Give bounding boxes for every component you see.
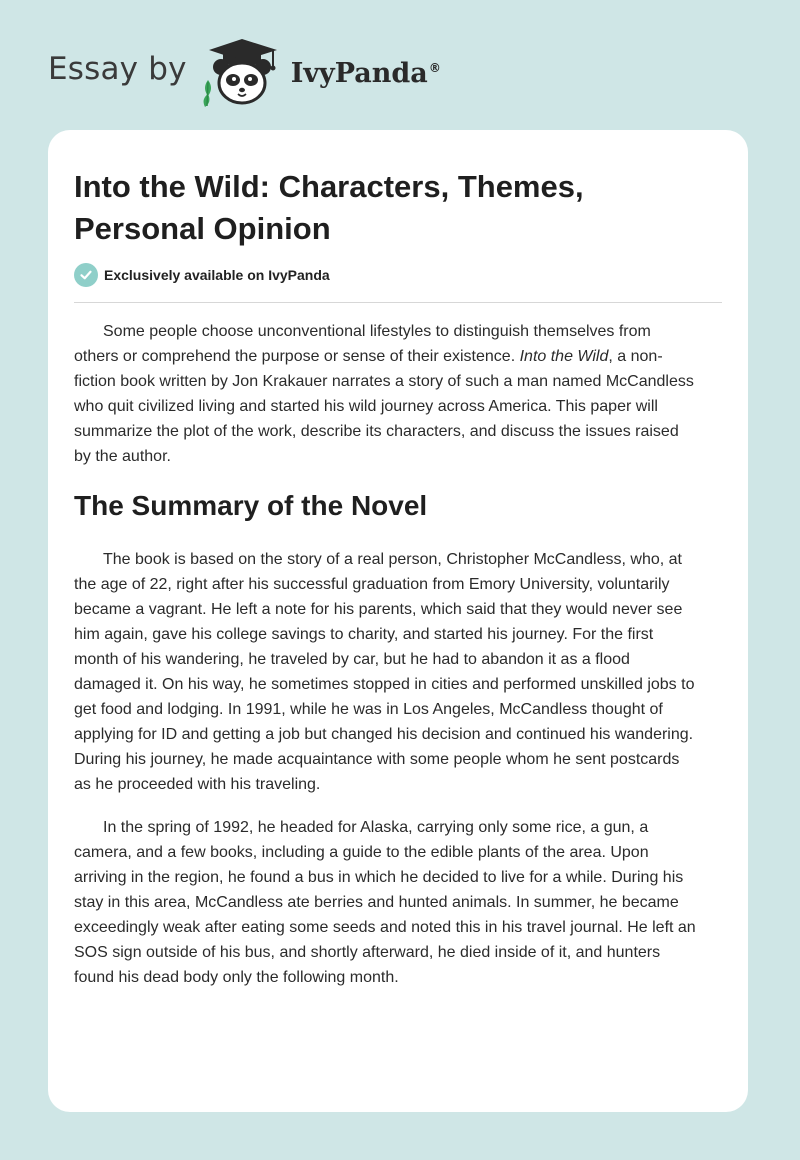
text-line: In the spring of 1992, he headed for Alaska, carrying only some rice, a gun, a: [103, 819, 649, 836]
text-segment: others or comprehend the purpose or sense of their existence.: [74, 348, 520, 365]
text-line: During his journey, he made acquaintance with some people whom he sent postcards: [74, 751, 680, 768]
text-line: arriving in the region, he found a bus in which he decided to live for a while. During his: [74, 869, 684, 886]
text-line: summarize the plot of the work, describe its characters, and discuss the issues raised: [74, 423, 679, 440]
text-line: by the author.: [74, 448, 171, 465]
site-header: [48, 36, 441, 108]
registered-mark: ®: [428, 60, 441, 75]
text-segment: , a non-: [608, 348, 663, 365]
text-line: him again, gave his college savings to charity, and started his journey. For the first: [74, 626, 654, 643]
text-line: as he proceeded with his traveling.: [74, 776, 321, 793]
text-line: applying for ID and getting a job but changed his decision and continued his wandering.: [74, 726, 694, 743]
essay-card: [48, 130, 748, 1112]
page-title: [74, 166, 714, 250]
title-line: Personal Opinion: [74, 211, 331, 246]
text-line: became a vagrant. He left a note for his parents, which said that they would never see: [74, 601, 683, 618]
text-line: damaged it. On his way, he sometimes stopped in cities and performed unskilled jobs to: [74, 676, 695, 693]
intro-paragraph: [74, 319, 724, 469]
text-line: stay in this area, McCandless ate berries and hunted animals. In summer, he became: [74, 894, 679, 911]
text-line: fiction book written by Jon Krakauer narrates a story of such a man named McCandless: [74, 373, 694, 390]
essay-by-label: Essay by: [48, 51, 187, 87]
brand-text: IvyPanda: [290, 57, 428, 89]
book-title: Into the Wild: [519, 348, 609, 365]
text-line: exceedingly weak after eating some seeds and noted this in his travel journal. He left an: [74, 919, 696, 936]
text-line: the age of 22, right after his successful graduation from Emory University, voluntarily: [74, 576, 670, 593]
section-heading: The Summary of the Novel: [74, 490, 428, 521]
title-line: Into the Wild: Characters, Themes,: [74, 169, 584, 204]
text-line: The book is based on the story of a real person, Christopher McCandless, who, at: [103, 551, 682, 568]
text-line: found his dead body only the following month.: [74, 969, 399, 986]
brand-name[interactable]: [291, 58, 441, 89]
panda-graduate-icon[interactable]: [199, 36, 285, 108]
text-line: Some people choose unconventional lifestyles to distinguish themselves from: [103, 323, 651, 340]
summary-paragraph-2: [74, 815, 724, 990]
badge-label: Exclusively available on IvyPanda: [104, 267, 330, 283]
text-line: who quit civilized living and started his wild journey across America. This paper will: [74, 398, 658, 415]
text-line: get food and lodging. In 1991, while he was in Los Angeles, McCandless thought of: [74, 701, 663, 718]
text-line: month of his wandering, he traveled by car, but he had to abandon it as a flood: [74, 651, 630, 668]
text-line: [74, 344, 724, 369]
check-circle-icon: [74, 263, 98, 287]
text-line: SOS sign outside of his bus, and shortly afterward, he died inside of it, and hunters: [74, 944, 661, 961]
text-line: camera, and a few books, including a guide to the edible plants of the area. Upon: [74, 844, 649, 861]
summary-paragraph-1: [74, 547, 724, 797]
exclusive-badge: [74, 263, 330, 287]
divider: [74, 302, 722, 303]
